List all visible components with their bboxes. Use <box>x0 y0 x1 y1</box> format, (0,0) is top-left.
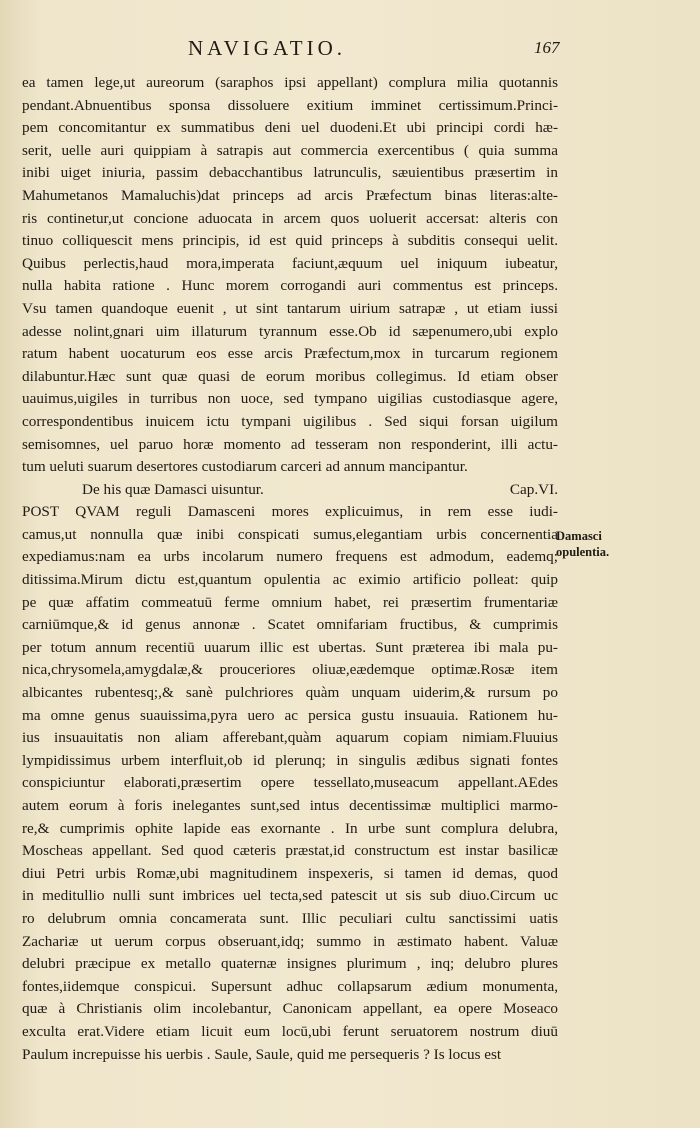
text-line: Vsu tamen quandoque euenit , ut sint tantarum uirium satrapæ , ut etiam iussi <box>22 299 558 317</box>
text-line: carniūmque,& id genus annonæ . Scatet omnifariam fructibus, & cumprimis <box>22 616 558 634</box>
text-line: ro delubrum omnia concamerata sunt. Illic peculiari cultu sanctissimi uatis <box>22 909 558 927</box>
text-line: Zachariæ ut uerum corpus obseruant,idq; summo in æstimato habent. Valuæ <box>22 932 558 950</box>
text-line: quæ à Christianis olim incolebantur, Canonicam appellant, ea opere Moseaco <box>22 1000 558 1018</box>
text-line: serit, uelle auri quippiam à satrapis aut commercia exercentibus ( quia summa <box>22 141 558 159</box>
text-line: pendant.Abnuentibus sponsa dissoluere exitium imminet certissimum.Princi- <box>22 96 558 114</box>
margin-note-line: Damasci <box>556 529 602 543</box>
text-line: Paulum increpuisse his uerbis . Saule, Saule, quid me persequeris ? Is locus est <box>22 1045 502 1063</box>
text-line: Moscheas appellant. Sed quod cæteris præstat,id constructum est instar basilicæ <box>22 842 558 860</box>
text-line: ius insuauitatis non aliam afferebant,quàm aquarum copiam nimiam.Fluuius <box>22 729 558 747</box>
paragraph-1 <box>22 72 558 479</box>
text-line: ratum habent uocaturum eos esse arcis Præfectum,mox in turcarum regionem <box>22 345 558 363</box>
running-head <box>0 36 700 62</box>
text-line: POST QVAM reguli Damasceni mores explicuimus, in rem esse iudi- <box>22 503 558 521</box>
chapter-heading <box>22 479 558 502</box>
chapter-title: De his quæ Damasci uisuntur. <box>82 480 264 498</box>
text-line: uauimus,uigiles in turribus non uoce, sed tympano uigilias custodiasque agere, <box>22 390 558 408</box>
text-line: tinuo colliquescit mens principis, id est quid princeps à subditis consequi uelit. <box>22 232 558 250</box>
text-line: in meditullio nulli sunt imbrices uel tecta,sed patescit ut sis sub diuo.Circum uc <box>22 887 558 905</box>
page-number: 167 <box>534 38 560 57</box>
chapter-number: Cap.VI. <box>509 480 558 498</box>
text-line: tum ueluti suarum desertores custodiarum carceri ad annum mancipantur. <box>22 458 468 476</box>
text-line: nulla habita ratione . Hunc morem corrogandi auri commentus est princeps. <box>22 277 558 295</box>
text-line: diui Petri urbis Romæ,ubi magnitudinem inspexeris, si tamen id demas, quod <box>22 864 558 882</box>
text-line: Quibus perlectis,haud mora,imperata faciunt,æquum uel iniquum iubeatur, <box>22 254 558 272</box>
text-line: Mahumetanos Mamaluchis)dat princeps ad arcis Præfectum binas literas:alte- <box>22 186 558 204</box>
text-line: autem eorum à foris inelegantes sunt,sed intus decentissimæ multiplici marmo- <box>22 797 558 814</box>
main-text <box>22 72 558 1066</box>
text-line: camus,ut nonnulla quæ inibi conspicati sumus,elegantiam urbis concernentia <box>22 525 558 543</box>
text-line: expediamus:nam ea urbs incolarum numero frequens est admodum, eademq; <box>22 548 558 566</box>
text-line: ris continetur,ut concione aduocata in arcem quos uoluerit accersat: alteris con <box>22 209 558 227</box>
text-line: delubri præcipue ex metallo quaternæ insignes plurimum , inq; delubro plures <box>22 955 558 973</box>
text-line: albicantes rubentesq;,& sanè pulchriores quàm unquam uiderim,& rursum po <box>22 684 558 702</box>
text-line: fontes,iidemque conspicui. Supersunt adhuc collapsarum ædium monumenta, <box>22 977 558 995</box>
text-line: conspiciuntur elaborati,præsertim opere tessellato,museacum appellant.AEdes <box>22 774 558 792</box>
text-line: correspondentibus inuicem ictu tympani uigilibus . Sed siqui forsan uigilum <box>22 412 558 430</box>
running-title: NAVIGATIO. <box>188 36 347 60</box>
text-line: ditissima.Mirum dictu est,quantum opulentia ac eximio artificio polleat: quip <box>22 571 558 589</box>
text-line: nica,chrysomela,amygdalæ,& prouceriores oliuæ,eædemque optimæ.Rosæ item <box>22 661 558 679</box>
text-line: pe quæ affatim commeatuū ferme omnium habet, rei præsertim frumentariæ <box>22 593 558 611</box>
paragraph-2 <box>22 501 558 1066</box>
text-line: ea tamen lege,ut aureorum (saraphos ipsi appellant) complura milia quotannis <box>22 74 558 91</box>
text-line: semisomnes, uel paruo horæ momento ad tesseram non responderint, illi actu- <box>22 435 558 453</box>
text-line: per totum annum recentiū uuarum illic est ubertas. Sunt præterea ibi mala pu- <box>22 638 558 656</box>
text-line: dilabuntur.Hæc sunt quæ quasi de eorum moribus collegimus. Id etiam obser <box>22 367 558 385</box>
text-line: pem concomitantur ex summatibus deni uel duodeni.Et ubi principi cordi hæ- <box>22 119 558 137</box>
text-line: inibi uiget iniuria, passim debacchantibus latrunculis, sæuientibus præsertim in <box>22 164 558 182</box>
text-line: adesse nolint,gnari uim illaturum tyrannum esse.Ob id sæpenumero,ubi explo <box>22 322 558 340</box>
text-line: re,& cumprimis ophite lapide eas exornante . In urbe sunt complura delubra, <box>22 819 558 837</box>
margin-note <box>556 528 636 560</box>
text-line: exculta erat.Videre etiam licuit eum locū,ubi ferunt seruatorem nostrum diuū <box>22 1022 558 1040</box>
text-line: ma omne genus suauissima,pyra uero ac persica gustu insuauia. Rationem hu- <box>22 706 558 724</box>
margin-note-line: opulentia. <box>556 545 610 559</box>
text-line: lympidissimus urbem interfluit,ob id plerunq; in singulis ædibus signati fontes <box>22 751 558 769</box>
